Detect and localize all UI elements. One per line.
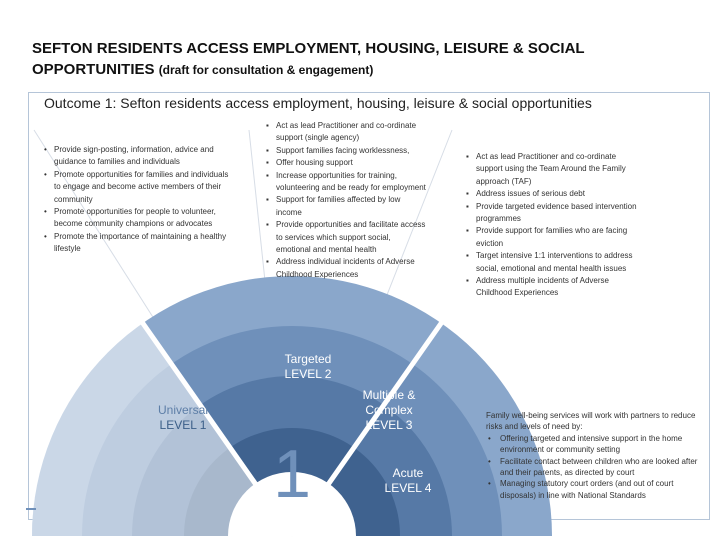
level-complex-label xyxy=(348,388,430,433)
level-universal-label xyxy=(140,403,226,433)
family-intro: Family well-being services will work with partners to reduce risks and levels of need by: xyxy=(486,411,696,432)
list-item: ▪ Act as lead Practitioner and co-ordinate support using the Team Around the Family approach (TAF) xyxy=(466,151,642,188)
list-item: • Promote the importance of maintaining a healthy lifestyle xyxy=(44,231,236,256)
list-item: ▪ Act as lead Practitioner and co-ordinate support (single agency) xyxy=(266,120,426,145)
list-item: ▪ Increase opportunities for training, volunteering and be ready for employment xyxy=(266,170,426,195)
level-code: LEVEL 4 xyxy=(384,481,432,495)
edge-dash xyxy=(26,508,36,510)
level-targeted-label xyxy=(270,352,346,382)
family-services-text xyxy=(486,410,708,501)
level-name: Universal xyxy=(157,403,208,417)
universal-bullet-list xyxy=(44,144,236,256)
level-name: Multiple & Complex xyxy=(362,388,416,417)
list-item: ▪ Address individual incidents of Adverse Childhood Experiences xyxy=(266,256,426,281)
level-code: LEVEL 3 xyxy=(365,418,413,432)
list-item: ▪ Provide opportunities and facilitate access to services which support social, emotional and mental health xyxy=(266,219,426,256)
level-code: LEVEL 2 xyxy=(284,367,332,381)
list-item: ▪ Provide support for families who are facing eviction xyxy=(466,225,642,250)
center-number: 1 xyxy=(273,436,311,512)
level-name: Acute xyxy=(392,466,424,480)
list-item: ▪ Support for families affected by low income xyxy=(266,194,426,219)
targeted-bullet-list xyxy=(266,120,426,281)
outcome-heading: Outcome 1: Sefton residents access employment, housing, leisure & social opportunities xyxy=(44,95,592,111)
level-acute-label xyxy=(376,466,440,496)
list-item: ▪ Address multiple incidents of Adverse Childhood Experiences xyxy=(466,275,642,300)
list-item: ▪ Address issues of serious debt xyxy=(466,188,642,200)
list-item: • Facilitate contact between children who are looked after and their parents, as directed by court xyxy=(486,456,708,479)
list-item: ▪ Support families facing worklessness, xyxy=(266,145,426,157)
list-item: ▪ Offer housing support xyxy=(266,157,426,169)
list-item: • Promote opportunities for people to volunteer, become community champions or advocates xyxy=(44,206,236,231)
title-subtitle: (draft for consultation & engagement) xyxy=(158,63,374,77)
list-item: ▪ Target intensive 1:1 interventions to address social, emotional and mental health issues xyxy=(466,250,642,275)
list-item: • Promote opportunities for families and individuals to engage and become active members of their community xyxy=(44,169,236,206)
level-name: Targeted xyxy=(284,352,332,366)
title-main: SEFTON RESIDENTS ACCESS EMPLOYMENT, HOUSING, LEISURE & SOCIAL OPPORTUNITIES xyxy=(32,40,585,78)
family-list xyxy=(486,433,708,501)
list-item: • Offering targeted and intensive support in the home environment or community setting xyxy=(486,433,708,456)
list-item: • Managing statutory court orders (and out of court disposals) in line with National Standards xyxy=(486,478,708,501)
complex-bullet-list xyxy=(466,151,642,300)
list-item: ▪ Provide targeted evidence based intervention programmes xyxy=(466,201,642,226)
list-item: • Provide sign-posting, information, advice and guidance to families and individuals xyxy=(44,144,236,169)
level-code: LEVEL 1 xyxy=(159,418,207,432)
